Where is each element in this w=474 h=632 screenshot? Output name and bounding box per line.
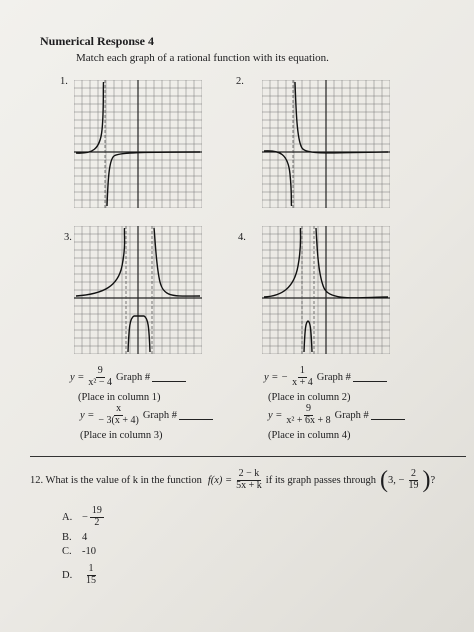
eq-4-place: (Place in column 4) — [268, 430, 351, 441]
eq-1-fraction — [86, 366, 114, 388]
question-12 — [30, 468, 435, 492]
q12-point-x: 3, − — [388, 474, 405, 486]
eq-3-answer-blank[interactable] — [179, 410, 213, 420]
eq-4-graph-label: Graph # — [334, 409, 369, 421]
q12-point-denominator: 19 — [408, 479, 419, 491]
eq-4-numerator: 9 — [306, 403, 312, 414]
curve-right-branch — [154, 228, 200, 296]
choice-c-value: -10 — [82, 546, 96, 557]
choice-b-label: B. — [62, 532, 72, 543]
eq-3-place: (Place in column 3) — [80, 430, 163, 441]
curve-left-branch — [76, 228, 125, 296]
eq-3-graph-label: Graph # — [142, 409, 177, 421]
curve-left-branch — [264, 228, 301, 297]
graph-3 — [74, 226, 202, 354]
q12-function: f(x) = — [207, 474, 233, 486]
eq-2-lhs: y = − — [264, 371, 289, 383]
curve-right-branch — [316, 228, 388, 298]
eq-3-lhs: y = — [80, 409, 95, 421]
q12-suffix: ? — [430, 474, 436, 486]
eq-4-answer-blank[interactable] — [371, 410, 405, 420]
choice-d-numerator: 1 — [88, 563, 94, 574]
eq-2-graph-label: Graph # — [316, 371, 351, 383]
eq-2-answer-blank[interactable] — [353, 372, 387, 382]
graph-4 — [262, 226, 390, 354]
choice-a-denominator: 2 — [94, 516, 100, 528]
graph-1 — [74, 80, 202, 208]
equation-3 — [80, 404, 213, 426]
q12-point-numerator: 2 — [410, 468, 416, 479]
q12-fraction — [234, 469, 264, 491]
page-title: Numerical Response 4 — [40, 34, 154, 48]
eq-2-place: (Place in column 2) — [268, 392, 351, 403]
eq-3-numerator: x — [116, 403, 122, 414]
eq-1-answer-blank[interactable] — [152, 372, 186, 382]
choice-c[interactable] — [62, 546, 96, 557]
q12-numerator: 2 − k — [238, 468, 260, 479]
curve-middle-branch — [128, 316, 150, 352]
choice-b-value: 4 — [82, 532, 88, 543]
choice-a-fraction — [90, 506, 104, 528]
choice-d[interactable] — [62, 564, 100, 586]
graph-number-1: 1. — [60, 76, 68, 87]
eq-2-numerator: 1 — [299, 365, 305, 376]
choice-c-label: C. — [62, 546, 72, 557]
q12-point-fraction — [406, 469, 420, 491]
eq-1-graph-label: Graph # — [116, 371, 151, 383]
eq-1-place: (Place in column 1) — [78, 392, 161, 403]
q12-close-paren: ) — [422, 467, 431, 493]
graph-number-3: 3. — [64, 232, 72, 243]
curve-middle-branch — [304, 321, 312, 352]
eq-1-numerator: 9 — [97, 365, 103, 376]
q12-prefix: 12. What is the value of k in the function — [30, 474, 202, 486]
q12-mid-text: if its graph passes through — [265, 474, 377, 486]
choice-d-denominator: 15 — [86, 574, 96, 586]
choice-d-fraction — [84, 564, 98, 586]
eq-2-fraction — [290, 366, 315, 388]
choice-a-sign: − — [82, 511, 88, 523]
graph-2 — [262, 80, 390, 208]
instructions: Match each graph of a rational function with its equation. — [76, 52, 329, 64]
q12-denominator: 5x + k — [236, 479, 262, 491]
eq-1-denominator: x² − 4 — [88, 376, 113, 388]
equation-1 — [70, 366, 186, 388]
eq-3-denominator: − 3(x + 4) — [98, 414, 139, 426]
eq-4-fraction — [284, 404, 332, 426]
section-divider — [30, 456, 466, 457]
choice-d-label: D. — [62, 569, 73, 581]
eq-2-denominator: x + 4 — [292, 376, 313, 388]
eq-3-fraction — [96, 404, 140, 426]
equation-2 — [264, 366, 387, 388]
choice-a-numerator: 19 — [91, 505, 102, 516]
choice-a[interactable] — [62, 506, 106, 528]
eq-1-lhs: y = — [70, 371, 85, 383]
choice-b[interactable] — [62, 532, 87, 543]
graph-number-2: 2. — [236, 76, 244, 87]
graph-number-4: 4. — [238, 232, 246, 243]
choice-a-label: A. — [62, 511, 73, 523]
eq-4-lhs: y = — [268, 409, 283, 421]
eq-4-denominator: x² + 6x + 8 — [286, 414, 331, 426]
q12-open-paren: ( — [380, 467, 389, 493]
equation-4 — [268, 404, 405, 426]
